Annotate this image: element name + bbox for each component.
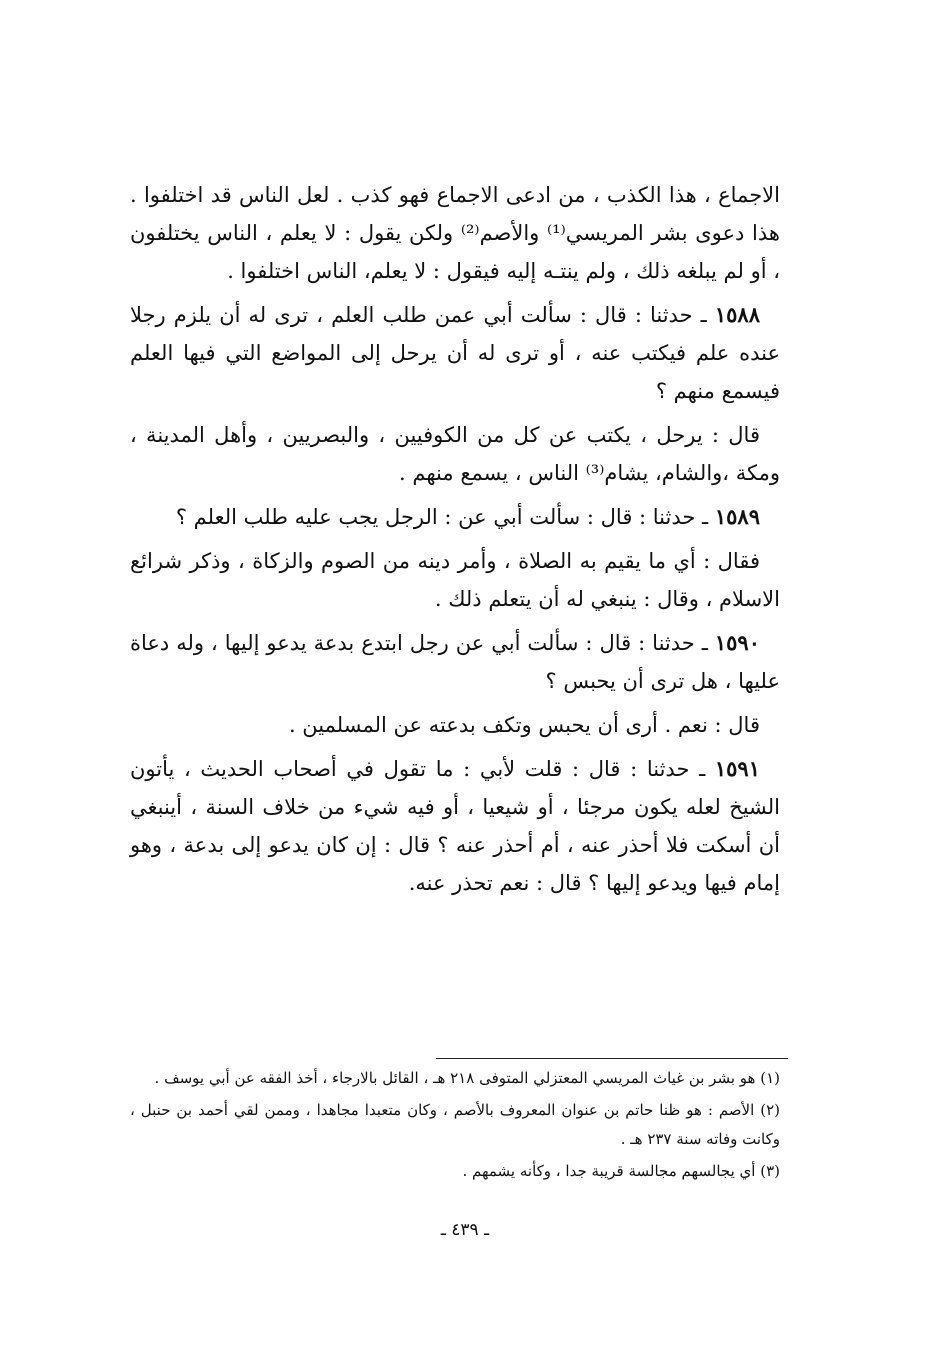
- page-number: ـ ٤٣٩ ـ: [440, 1220, 490, 1240]
- paragraph-1588: [130, 296, 780, 410]
- paragraph-text: ـ حدثنا : قال : قلت لأبي : ما تقول في أصحاب الحديث ، يأتون الشيخ لعله يكون مرجئا ، أو شيعيا ، أو فيه شيء من خلاف السنة ، أينبغي أن أسكت فلا أحذر عنه ، أم أحذر عنه ؟ قال : إن كان يدعو إلى بدعة ، وهو إمام فيها ويدعو إليها ؟ قال : نعم تحذر عنه.: [130, 757, 781, 895]
- hadith-number: ١٥٩١: [714, 756, 760, 781]
- paragraph-text: فقال : أي ما يقيم به الصلاة ، وأمر دينه من الصوم والزكاة ، وذكر شرائع الاسلام ، وقال : ينبغي له أن يتعلم ذلك .: [130, 549, 780, 611]
- paragraph-answer-1589: [130, 542, 780, 618]
- main-text: [130, 176, 780, 908]
- paragraph-text: ـ حدثنا : قال : سألت أبي عن : الرجل يجب عليه طلب العلم ؟: [175, 505, 715, 529]
- paragraph-1590: [130, 624, 780, 700]
- paragraph-intro: [130, 176, 780, 290]
- paragraph-text: قال : يرحل ، يكتب عن كل من الكوفيين ، والبصريين ، وأهل المدينة ، ومكة ،والشام، يشام⁽³⁾ الناس ، يسمع منهم .: [130, 423, 780, 485]
- footnote-1: (١) هو بشر بن غياث المريسي المعتزلي المتوفى ٢١٨ هـ ، القائل بالارجاء ، أخذ الفقه عن أبي يوسف .: [154, 1069, 780, 1087]
- paragraph-text: ـ حدثنا : قال : سألت أبي عن رجل ابتدع بدعة يدعو إليها ، وله دعاة عليها ، هل ترى أن يحبس ؟: [130, 631, 780, 693]
- footnotes: [130, 1064, 780, 1189]
- footnote-separator: [436, 1058, 788, 1059]
- footnote-2: (٢) الأصم : هو ظنا حاتم بن عنوان المعروف بالأصم ، وكان متعبدا مجاهدا ، وممن لقي أحمد بن حنبل ، وكانت وفاته سنة ٢٣٧ هـ .: [130, 1101, 780, 1148]
- paragraph-text: قال : نعم . أرى أن يحبس وتكف بدعته عن المسلمين .: [288, 713, 760, 737]
- footnote-3: (٣) أي يجالسهم مجالسة قريبة جدا ، وكأنه يشمهم .: [462, 1162, 780, 1180]
- hadith-number: ١٥٨٩: [714, 504, 760, 529]
- paragraph-answer-1590: [130, 706, 780, 744]
- paragraph-1591: [130, 750, 780, 902]
- paragraph-1589: [130, 498, 780, 536]
- hadith-number: ١٥٩٠: [714, 630, 760, 655]
- paragraph-text: ـ حدثنا : قال : سألت أبي عمن طلب العلم ، ترى له أن يلزم رجلا عنده علم فيكتب عنه ، أو ترى له أن يرحل إلى المواضع التي فيها العلم فيسمع منهم ؟: [130, 303, 780, 403]
- paragraph-answer-1588: [130, 416, 780, 492]
- paragraph-text: الاجماع ، هذا الكذب ، من ادعى الاجماع فهو كذب . لعل الناس قد اختلفوا . هذا دعوى بشر المريسي⁽¹⁾ والأصم⁽²⁾ ولكن يقول : لا يعلم ، الناس يختلفون ، أو لم يبلغه ذلك ، ولم ينتـه إليه فيقول : لا يعلم، الناس اختلفوا .: [130, 183, 780, 283]
- hadith-number: ١٥٨٨: [714, 302, 760, 327]
